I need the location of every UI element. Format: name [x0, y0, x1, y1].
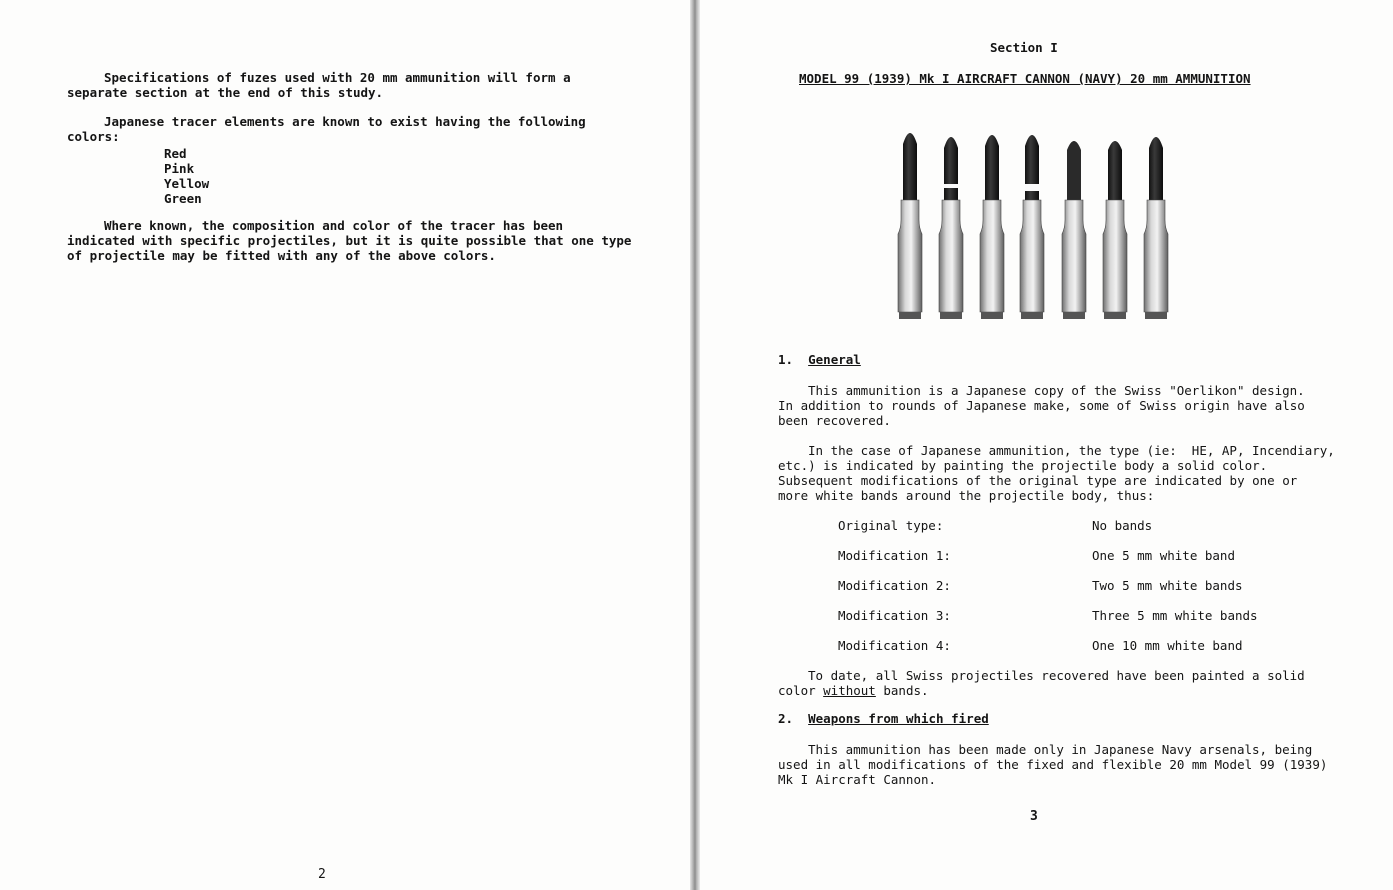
modification-label: Modification 2:	[838, 578, 951, 593]
cartridge-round	[1103, 141, 1127, 319]
fuze-paragraph-line-2: separate section at the end of this study.	[67, 85, 384, 100]
section-label: Section I	[990, 40, 1058, 55]
modification-label: Original type:	[838, 518, 944, 533]
general-paragraph-1-line-2: In addition to rounds of Japanese make, some of Swiss origin have also	[778, 398, 1305, 413]
cartridge-round	[1062, 141, 1086, 319]
general-paragraph-1	[778, 383, 1305, 428]
tracer-color-item: Pink	[164, 161, 195, 176]
general-paragraph-2	[778, 443, 1335, 503]
white-band	[944, 184, 958, 188]
cartridge-round	[898, 133, 922, 319]
swiss-paragraph	[778, 668, 1305, 698]
tracer-paragraph-line-1: Japanese tracer elements are known to exist having the following	[104, 114, 586, 129]
weapons-paragraph-line-3: Mk I Aircraft Cannon.	[778, 772, 937, 787]
modification-value: Three 5 mm white bands	[1092, 608, 1258, 623]
fuze-paragraph-line-1: Specifications of fuzes used with 20 mm ammunition will form a	[104, 70, 571, 85]
tracer-color-item: Green	[164, 191, 202, 206]
modification-value: Two 5 mm white bands	[1092, 578, 1243, 593]
modification-value: One 5 mm white band	[1092, 548, 1235, 563]
modification-value: No bands	[1092, 518, 1153, 533]
composition-paragraph-line-2: indicated with specific projectiles, but it is quite possible that one type	[67, 233, 632, 248]
heading-general-number: 1.	[778, 352, 794, 367]
general-paragraph-2-line-3: Subsequent modifications of the original type are indicated by one or	[778, 473, 1298, 488]
swiss-paragraph-line-1: To date, all Swiss projectiles recovered have been painted a solid	[808, 668, 1305, 683]
composition-paragraph-line-3: of projectile may be fitted with any of the above colors.	[67, 248, 496, 263]
book-gutter	[690, 0, 700, 890]
cartridge-round	[1144, 137, 1168, 319]
swiss-paragraph-line-2-end: bands.	[875, 683, 929, 698]
general-paragraph-2-line-2: etc.) is indicated by painting the projectile body a solid color.	[778, 458, 1268, 473]
cartridge-round	[980, 135, 1004, 319]
heading-weapons-text: Weapons from which fired	[808, 711, 989, 726]
modification-label: Modification 1:	[838, 548, 951, 563]
general-paragraph-1-line-1: This ammunition is a Japanese copy of the Swiss "Oerlikon" design.	[808, 383, 1305, 398]
page-number-left: 2	[318, 867, 326, 882]
tracer-paragraph	[67, 114, 586, 144]
tracer-paragraph-line-2: colors:	[67, 129, 120, 144]
modification-value: One 10 mm white band	[1092, 638, 1243, 653]
cartridge-round	[1020, 135, 1044, 319]
left-page	[0, 0, 690, 890]
general-paragraph-2-line-1: In the case of Japanese ammunition, the type (ie: HE, AP, Incendiary,	[808, 443, 1335, 458]
tracer-color-list	[164, 146, 209, 206]
page-number-right: 3	[1030, 809, 1038, 824]
heading-weapons-number: 2.	[778, 711, 794, 726]
tracer-color-item: Yellow	[164, 176, 210, 191]
swiss-paragraph-line-2-start: color	[778, 683, 824, 698]
composition-paragraph	[67, 218, 631, 263]
weapons-paragraph	[778, 742, 1327, 787]
tracer-color-item: Red	[164, 146, 187, 161]
fuze-paragraph	[67, 70, 571, 100]
weapons-paragraph-line-1: This ammunition has been made only in Japanese Navy arsenals, being	[808, 742, 1313, 757]
general-paragraph-1-line-3: been recovered.	[778, 413, 891, 428]
composition-paragraph-line-1: Where known, the composition and color of the tracer has been	[104, 218, 564, 233]
section-title: MODEL 99 (1939) Mk I AIRCRAFT CANNON (NAVY) 20 mm AMMUNITION	[799, 71, 1251, 86]
weapons-paragraph-line-2: used in all modifications of the fixed and flexible 20 mm Model 99 (1939)	[778, 757, 1328, 772]
modification-label: Modification 4:	[838, 638, 951, 653]
general-paragraph-2-line-4: more white bands around the projectile body, thus:	[778, 488, 1155, 503]
cartridge-round	[939, 137, 963, 319]
swiss-paragraph-emphasis: without	[823, 683, 876, 698]
modification-label: Modification 3:	[838, 608, 951, 623]
heading-general	[778, 352, 861, 367]
cartridge-photo	[895, 122, 1175, 327]
heading-general-text: General	[808, 352, 861, 367]
heading-weapons	[778, 711, 989, 726]
white-band	[1025, 184, 1039, 191]
